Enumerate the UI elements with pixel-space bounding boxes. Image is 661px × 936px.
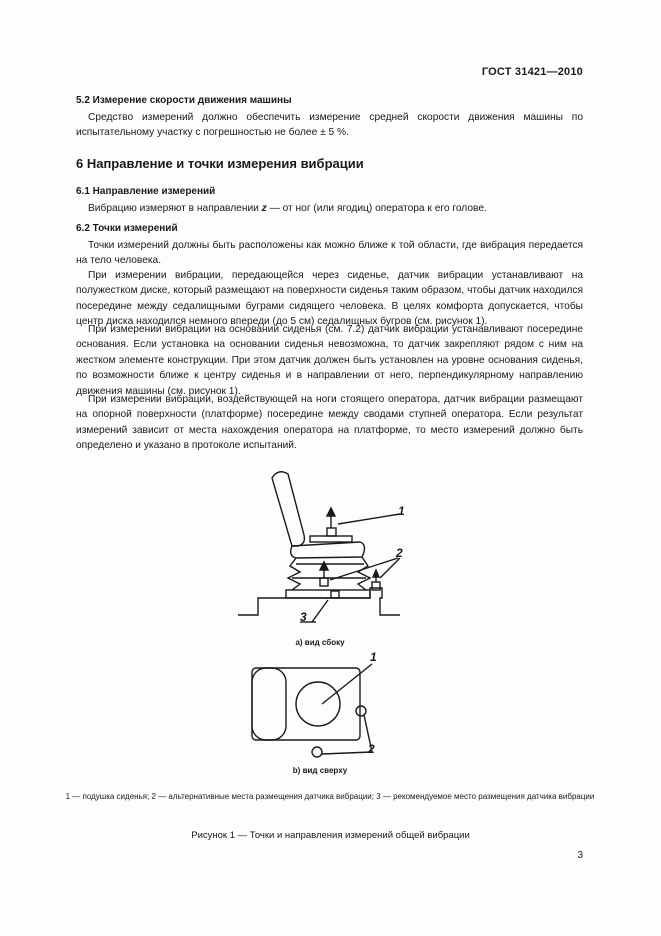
- document-id: ГОСТ 31421—2010: [481, 66, 583, 78]
- label-3-side: 3: [300, 610, 307, 624]
- section-6-2-paragraph-3: При измерении вибрации на основании сиденья (см. 7.2) датчик вибрации устанавливают посередине основания. Если установка на основании сиденья невозможна, то датчик закрепляют рядом с ним на жестком элементе конструкции. При этом датчик должен быть установлен на уровне основания сиденья, по возможности ближе к центру сиденья и в направлении от него, перпендикулярному направлению движения машины (см. рисунок 1).: [76, 324, 583, 397]
- seat-pad: [310, 536, 352, 542]
- label-2-side: 2: [396, 546, 403, 560]
- direction-variable: z: [261, 203, 267, 214]
- section-6-1-text: Вибрацию измеряют в направлении z — от ног (или ягодиц) оператора к его голове.: [88, 203, 487, 214]
- figure-1: [200, 460, 440, 780]
- section-6-2-paragraph-4: При измерении вибрации, воздействующей на ноги стоящего оператора, датчик вибрации размещают на опорной поверхности (платформе) посередине между сводами ступней оператора. Если результат измерений зависит от места нахождения оператора на платформе, то место измерений должно быть определено и указано в протоколе испытаний.: [76, 394, 583, 452]
- leader-3-side: [312, 600, 328, 622]
- label-1-top: 1: [370, 650, 377, 664]
- label-2-top: 2: [368, 742, 375, 756]
- sensor-top-view-b: [312, 747, 322, 757]
- base-sensor: [320, 578, 328, 586]
- cushion-top-view: [252, 668, 360, 740]
- section-6-2-paragraph-1: Точки измерений должны быть расположены как можно ближе к той области, где вибрация передается на тело человека.: [76, 240, 583, 267]
- leader-1-side: [338, 514, 400, 524]
- sensor-top-view-a: [356, 706, 366, 716]
- section-6-2-title: 6.2 Точки измерений: [76, 223, 178, 234]
- platform-outline: [238, 588, 400, 615]
- section-6-title: 6 Направление и точки измерения вибрации: [76, 156, 364, 171]
- alternative-sensor: [372, 582, 380, 590]
- seat-backrest: [272, 472, 304, 546]
- figure-legend: 1 — подушка сиденья; 2 — альтернативные места размещения датчика вибрации; 3 — рекомендуемое место размещения датчика вибрации: [65, 792, 595, 801]
- pad-top-view: [296, 682, 340, 726]
- section-5-2-title: 5.2 Измерение скорости движения машины: [76, 95, 292, 106]
- figure-caption: Рисунок 1 — Точки и направления измерений общей вибрации: [191, 830, 470, 841]
- backrest-top-view: [252, 668, 286, 740]
- label-1-side: 1: [398, 504, 405, 518]
- caption-top-view: b) вид сверху: [292, 766, 348, 775]
- seat-suspension: [288, 557, 370, 590]
- section-6-1-title: 6.1 Направление измерений: [76, 186, 216, 197]
- page-number: 3: [577, 850, 583, 861]
- section-5-2-text: Средство измерений должно обеспечить измерение средней скорости движения машины по испытательному участку с погрешностью не более ± 5 %.: [76, 112, 583, 139]
- recommended-sensor: [331, 591, 339, 598]
- caption-side-view: а) вид сбоку: [295, 638, 345, 647]
- seat-base: [286, 590, 370, 598]
- section-6-2-paragraph-2: При измерении вибрации, передающейся через сиденье, датчик вибрации устанавливают на полужестком диске, который размещают на поверхности сиденья таким образом, чтобы датчик находился посередине между седалищными буграми сидящего человека. В целях комфорта допускается, чтобы центр диска находился немного впереди (до 5 см) седалищных бугров (см. рисунок 1).: [76, 270, 583, 328]
- seat-sensor: [327, 528, 336, 536]
- leader-1-top: [322, 664, 372, 704]
- leader-2-top-b: [322, 752, 372, 754]
- leader-2-side-a: [330, 558, 398, 580]
